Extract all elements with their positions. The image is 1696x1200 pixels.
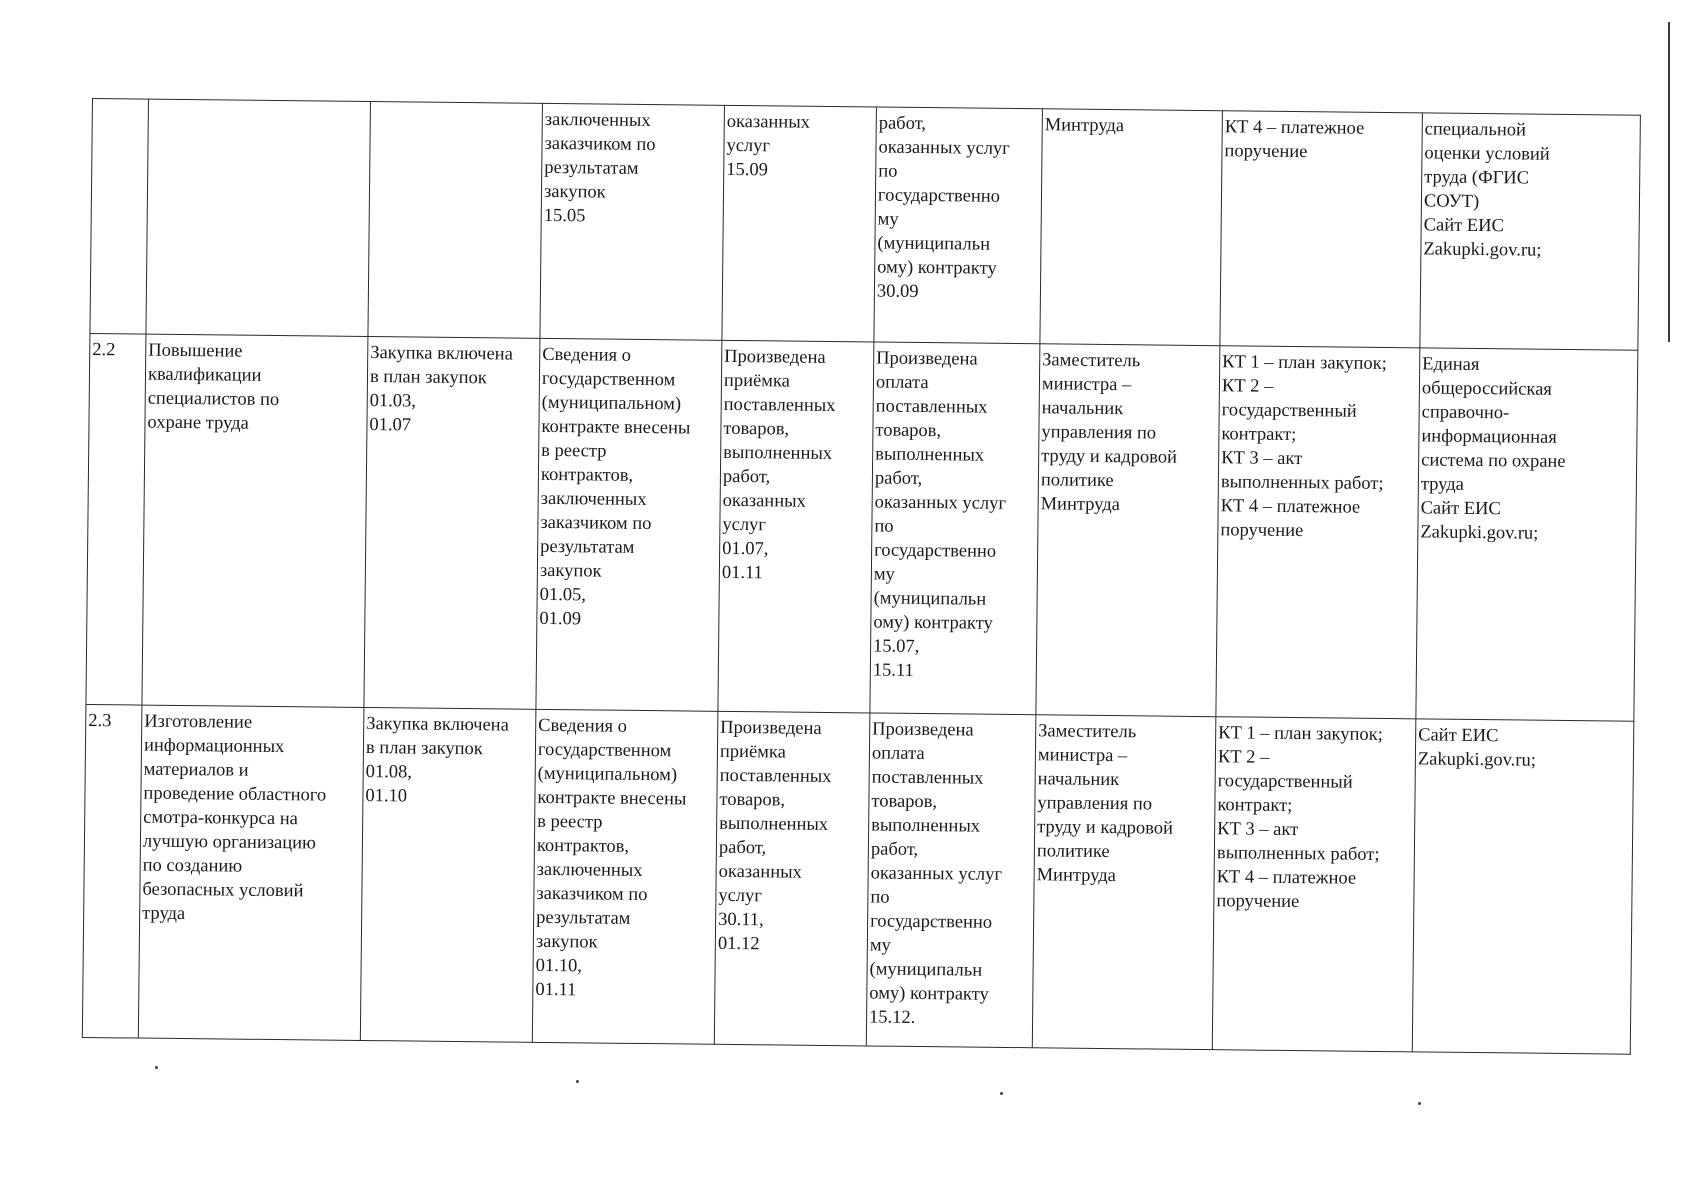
payment-cell: Произведена оплата поставленных товаров, выполненных работ, оказанных услуг по государственно му (муниципальн ому) контракту 15.07, 15.11	[870, 342, 1040, 715]
control-points-cell: КТ 1 – план закупок; КТ 2 – государственный контракт; КТ 3 – акт выполненных работ; КТ 4 – платежное поручение	[1216, 346, 1420, 719]
responsible-cell: Заместитель министра – начальник управления по труду и кадровой политике Минтруда	[1036, 344, 1220, 717]
table-row	[86, 333, 1638, 721]
acceptance-cell: оказанных услуг 15.09	[722, 105, 877, 342]
info-system-cell: Сайт ЕИС Zakupki.gov.ru;	[1412, 719, 1634, 1054]
control-points-cell: КТ 4 – платежное поручение	[1220, 111, 1423, 348]
event-name-cell	[146, 99, 371, 336]
table-row	[90, 99, 1640, 351]
payment-cell: Произведена оплата поставленных товаров, выполненных работ, оказанных услуг по государственно му (муниципальн ому) контракту 15.12.	[866, 713, 1036, 1048]
acceptance-cell: Произведена приёмка поставленных товаров, выполненных работ, оказанных услуг 01.07, 01.11	[718, 340, 874, 713]
info-system-cell: специальной оценки условий труда (ФГИС СОУТ) Сайт ЕИС Zakupki.gov.ru;	[1420, 113, 1641, 350]
event-name-cell: Изготовление информационных материалов и проведение областного смотра-конкурса на лучшую организацию по созданию безопасных условий труда	[138, 705, 364, 1040]
purchase-plan-cell: Закупка включена в план закупок 01.03, 01.07	[364, 336, 540, 709]
contract-registry-cell: заключенных заказчиком по результатам закупок 15.05	[540, 103, 725, 340]
procurement-plan-table	[82, 98, 1641, 1055]
scan-speck	[1000, 1092, 1003, 1095]
contract-registry-cell: Сведения о государственном (муниципальном) контракте внесены в реестр контрактов, заключенных заказчиком по результатам закупок 01.05, 01.09	[536, 338, 722, 711]
scan-speck	[1418, 1102, 1421, 1105]
page-edge-line	[1668, 22, 1670, 342]
scan-speck	[576, 1080, 579, 1083]
info-system-cell: Единая общероссийская справочно- информационная система по охране труда Сайт ЕИС Zakupki.gov.ru;	[1416, 348, 1638, 721]
responsible-cell: Минтруда	[1040, 109, 1223, 346]
row-number-cell: 2.3	[82, 704, 142, 1038]
table-row	[82, 704, 1634, 1054]
purchase-plan-cell: Закупка включена в план закупок 01.08, 01.10	[360, 707, 536, 1042]
document-sheet	[82, 98, 1640, 1055]
control-points-cell: КТ 1 – план закупок; КТ 2 – государственный контракт; КТ 3 – акт выполненных работ; КТ 4 – платежное поручение	[1212, 717, 1416, 1052]
acceptance-cell: Произведена приёмка поставленных товаров, выполненных работ, оказанных услуг 30.11, 01.12	[714, 711, 870, 1046]
payment-cell: работ, оказанных услуг по государственно му (муниципальн ому) контракту 30.09	[874, 107, 1043, 344]
responsible-cell: Заместитель министра – начальник управления по труду и кадровой политике Минтруда	[1032, 715, 1216, 1050]
contract-registry-cell: Сведения о государственном (муниципальном) контракте внесены в реестр контрактов, заключенных заказчиком по результатам закупок 01.10, 01.11	[532, 709, 718, 1044]
row-number-cell: 2.2	[86, 333, 146, 705]
purchase-plan-cell	[368, 102, 543, 339]
scan-speck	[155, 1066, 158, 1069]
event-name-cell: Повышение квалификации специалистов по охране труда	[142, 334, 368, 707]
row-number-cell	[90, 99, 149, 335]
